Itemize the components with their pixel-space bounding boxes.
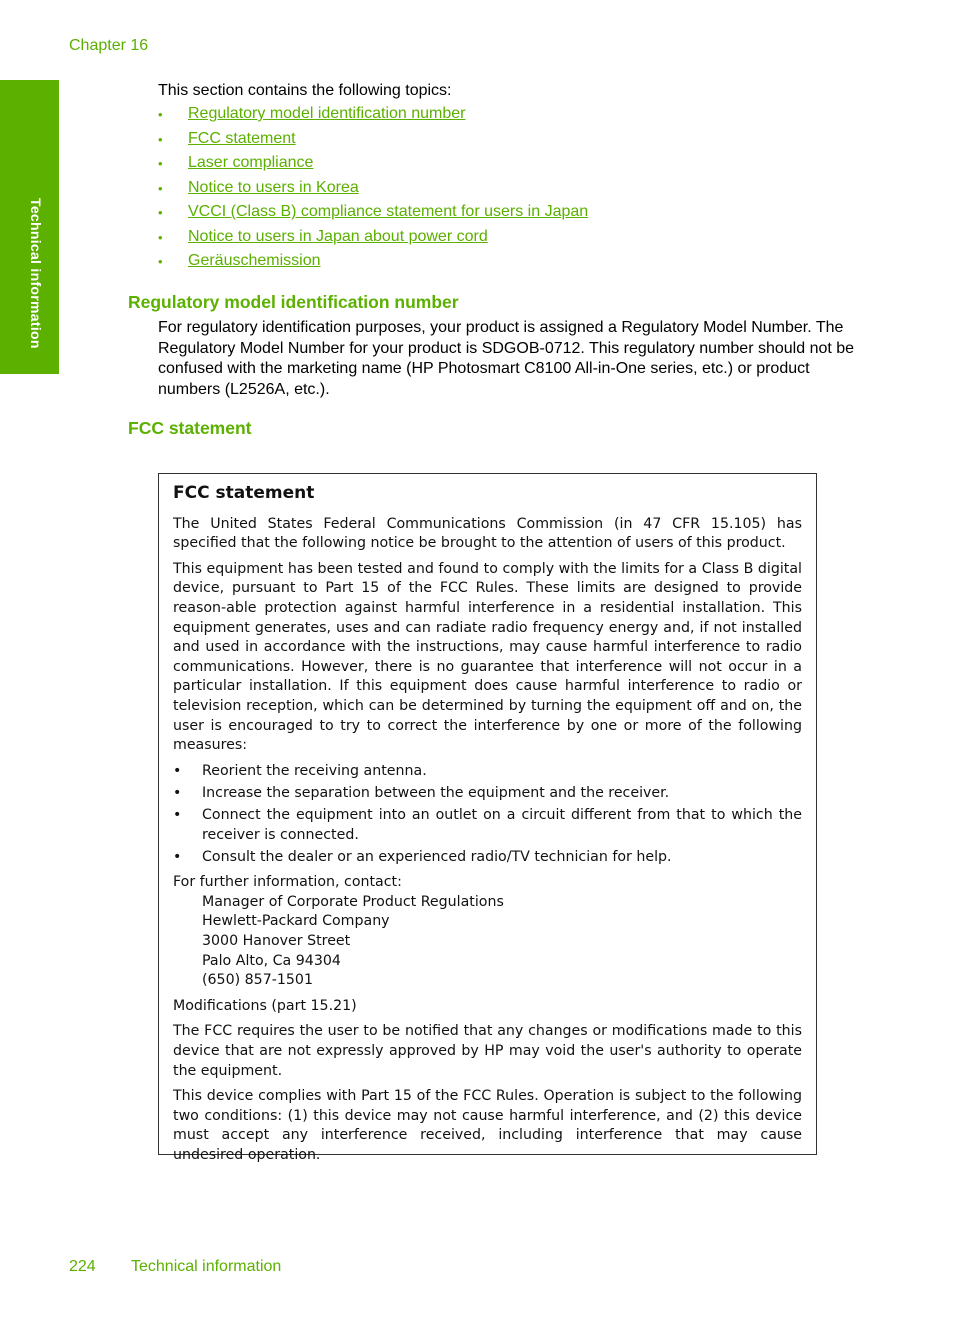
bullet-icon: •	[173, 762, 182, 779]
topic-link[interactable]: Laser compliance	[188, 154, 314, 171]
measure-text: Reorient the receiving antenna.	[202, 762, 427, 779]
bullet-icon: •	[173, 848, 182, 865]
section-heading-regulatory: Regulatory model identification number	[128, 292, 459, 312]
fcc-box-title: FCC statement	[173, 483, 315, 503]
bullet-icon: •	[158, 229, 163, 245]
bullet-icon: •	[158, 254, 163, 269]
regulatory-paragraph: For regulatory identification purposes, your product is assigned a Regulatory Model Number. The Regulatory Model Number for your product is SDGOB-0712. This regulatory number should not be confused with the marketing name (HP Photosmart C8100 All-in-One series, etc.) or product numbers (L2526A, etc.).	[158, 319, 855, 399]
list-item	[173, 806, 802, 845]
list-item	[173, 784, 802, 804]
bullet-icon: •	[158, 205, 163, 220]
topic-link[interactable]: FCC statement	[188, 129, 296, 147]
topic-link[interactable]: Geräuschemission	[188, 252, 321, 269]
page-number: 224	[69, 1258, 96, 1275]
bullet-icon: •	[173, 806, 182, 823]
bullet-icon: •	[158, 180, 163, 196]
fcc-paragraph: This equipment has been tested and found to comply with the limits for a Class B digital device, pursuant to Part 15 of the FCC Rules. These limits are designed to provide reason-able protection against harmful interference in a residential installation. This equipment generates, uses and can radiate radio frequency energy and, if not installed and used in accordance with the instructions, may cause harmful interference to radio communications. However, there is no guarantee that interference will not occur in a particular installation. If this equipment does cause harmful interference to radio or television reception, which can be determined by turning the equipment off and on, the user is encouraged to try to correct the interference by one or more of the following measures:	[173, 560, 802, 754]
fcc-statement-box	[158, 473, 817, 1163]
topic-link[interactable]: VCCI (Class B) compliance statement for users in Japan	[188, 203, 589, 220]
fcc-paragraph: The United States Federal Communications Commission (in 47 CFR 15.105) has specified that the following notice be brought to the attention of users of this product.	[173, 515, 802, 552]
topic-link[interactable]: Notice to users in Korea	[188, 178, 359, 196]
contact-intro: For further information, contact:	[173, 874, 402, 891]
topic-link[interactable]: Regulatory model identification number	[188, 105, 466, 122]
measure-text: Consult the dealer or an experienced radio/TV technician for help.	[202, 848, 672, 865]
list-item	[173, 848, 802, 868]
measure-text: Connect the equipment into an outlet on a circuit different from that to which the receiver is connected.	[202, 806, 802, 843]
side-tab	[0, 80, 59, 374]
intro-text: This section contains the following topics:	[158, 82, 452, 99]
address-line: Palo Alto, Ca 94304	[202, 952, 341, 969]
side-tab-label: Technical information	[28, 198, 44, 349]
bullet-icon: •	[158, 156, 163, 171]
address-line: Manager of Corporate Product Regulations	[202, 893, 504, 910]
measure-text: Increase the separation between the equipment and the receiver.	[202, 784, 670, 801]
address-line: Hewlett-Packard Company	[202, 913, 390, 930]
section-heading-fcc: FCC statement	[128, 418, 252, 438]
list-item	[173, 762, 802, 782]
address-line: (650) 857-1501	[202, 972, 313, 989]
footer-title: Technical information	[131, 1258, 282, 1275]
fcc-paragraph: This device complies with Part 15 of the FCC Rules. Operation is subject to the following two conditions: (1) this device may not cause harmful interference, and (2) this device must accept any interference received, including interference that may cause undesired operation.	[173, 1088, 802, 1163]
address-line: 3000 Hanover Street	[202, 932, 351, 949]
measures-list	[173, 762, 802, 867]
contact-address	[173, 893, 802, 991]
topic-link[interactable]: Notice to users in Japan about power cord	[188, 227, 488, 245]
bullet-icon: •	[158, 107, 163, 122]
modifications-heading: Modifications (part 15.21)	[173, 997, 357, 1014]
bullet-icon: •	[173, 784, 182, 801]
bullet-icon: •	[158, 131, 163, 147]
fcc-paragraph: The FCC requires the user to be notified that any changes or modifications made to this device that are not expressly approved by HP may void the user's authority to operate the equipment.	[173, 1023, 802, 1079]
chapter-label: Chapter 16	[69, 37, 149, 54]
